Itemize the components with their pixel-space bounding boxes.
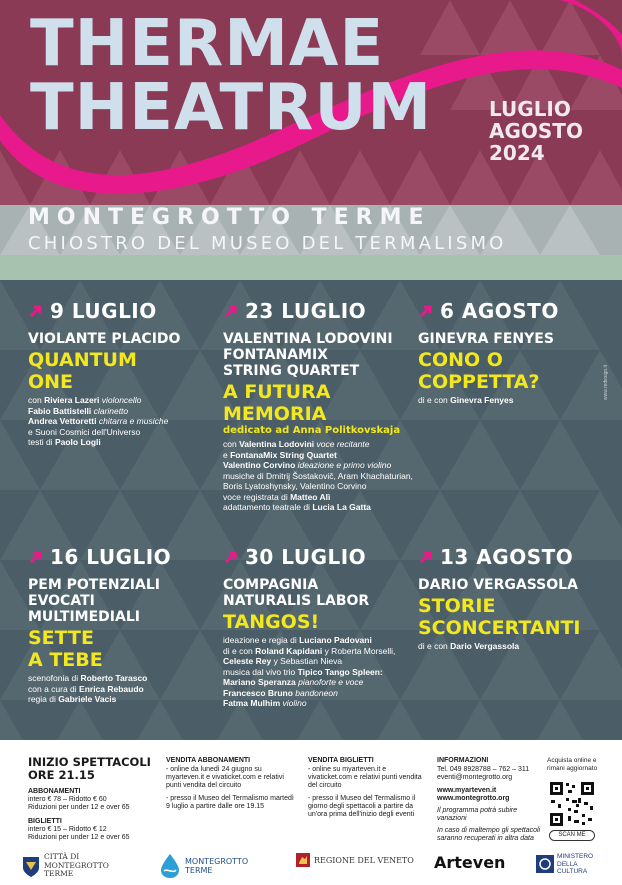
- credit-italic: chitarra e musiche: [96, 416, 169, 426]
- info-email[interactable]: eventi@montegrotto.org: [437, 774, 513, 781]
- arrow-up-right-icon: [418, 303, 434, 319]
- event-date: 23 LUGLIO: [223, 299, 413, 323]
- credit-bold: Riviera Lazeri: [44, 395, 100, 405]
- credit-bold: Gabriele Vacis: [58, 694, 117, 704]
- event-credits: [28, 395, 208, 448]
- credit-line: [223, 677, 413, 688]
- credit-pre: testi di: [28, 437, 55, 447]
- credit-bold: Fatma Mulhim: [223, 698, 281, 708]
- event-card: [418, 299, 608, 406]
- credit-line: [223, 698, 413, 709]
- event-show-title: TANGOS!: [223, 611, 320, 633]
- arrow-up-right-icon: [223, 303, 239, 319]
- title-line-1: THERMAE: [30, 7, 385, 81]
- event-card: [28, 545, 208, 705]
- event-show-title: QUANTUM ONE: [28, 349, 137, 393]
- event-artist: DARIO VERGASSOLA: [418, 577, 578, 593]
- start-time: ORE 21.15: [28, 768, 95, 782]
- credit-bold: Francesco Bruno: [223, 687, 293, 698]
- credit-bold: Mariano Speranza: [223, 677, 296, 687]
- period-month-2: AGOSTO: [489, 119, 583, 143]
- credit-pre: scenofonia di: [28, 673, 81, 683]
- credit-pre: Boris Lyatoshynsky, Valentino Corvino: [223, 481, 367, 491]
- credit-italic: clarinetto: [91, 405, 129, 416]
- festival-period: [489, 98, 583, 164]
- designer-credit: www.redesign.it: [603, 364, 609, 400]
- subscription-sales-venue: - presso il Museo del Termalismo martedì 9 luglio a partire dalle ore 19.15: [166, 795, 294, 810]
- credit-line: [28, 673, 208, 684]
- info-heading: INFORMAZIONI: [437, 757, 489, 764]
- credit-pre: musiche di Dmitrij Šostakovič, Aram Khachaturian,: [223, 470, 413, 481]
- period-month-1: LUGLIO: [489, 97, 571, 121]
- credit-bold: Paolo Logli: [54, 437, 101, 447]
- ticket-sales-online: - online su myarteven.it e vivaticket.com e relativi punti vendita del circuito: [308, 766, 422, 789]
- location-city: MONTEGROTTO TERME: [28, 205, 431, 230]
- tickets-heading: BIGLIETTI: [28, 818, 62, 825]
- credit-line: [223, 439, 413, 450]
- credit-pre: di e con: [418, 395, 451, 405]
- credit-pre: con: [28, 395, 45, 405]
- credit-italic: ideazione e primo violino: [295, 460, 392, 470]
- event-date: 6 AGOSTO: [418, 299, 608, 323]
- credit-bold: Dario Vergassola: [450, 641, 520, 651]
- info-program-note: Il programma potrà subire variazioni: [437, 807, 518, 822]
- footer-info: [437, 757, 541, 843]
- credit-bold: Enrica Rebaudo: [79, 683, 144, 694]
- info-link-montegrotto[interactable]: www.montegrotto.org: [437, 795, 510, 802]
- credit-italic: voce recitante: [314, 439, 370, 449]
- qr-code-icon[interactable]: [548, 780, 596, 828]
- credit-line: [28, 684, 208, 695]
- water-drop-icon: [158, 853, 182, 879]
- event-show-title: SETTE A TEBE: [28, 627, 103, 671]
- credit-line: [28, 406, 208, 417]
- start-label: INIZIO SPETTACOLI: [28, 755, 151, 769]
- arrow-up-right-icon: [28, 303, 44, 319]
- arrow-up-right-icon: [223, 549, 239, 565]
- credit-pre: di e con: [418, 641, 451, 651]
- credit-bold: Tipico Tango Spleen:: [297, 666, 383, 677]
- credit-line: [223, 656, 413, 667]
- credit-post: y Roberta Morselli,: [322, 645, 396, 656]
- credit-pre: musica dal vivo trio: [223, 666, 298, 677]
- event-show-title: CONO O COPPETTA?: [418, 349, 540, 393]
- credit-line: [28, 416, 208, 427]
- credit-line: [223, 481, 413, 492]
- credit-bold: Roland Kapidani: [255, 645, 323, 656]
- event-show-title: STORIE SCONCERTANTI: [418, 595, 581, 639]
- credit-line: [223, 450, 413, 461]
- event-date: 9 LUGLIO: [28, 299, 208, 323]
- event-credits: [223, 635, 413, 709]
- event-subtitle: dedicato ad Anna Politkovskaja: [223, 425, 401, 436]
- credit-italic: violino: [280, 698, 307, 708]
- subscription-sales-online: - online da lunedì 24 giugno su myarteven.it e vivaticket.com e relativi punti vendita del circuito: [166, 766, 284, 789]
- credit-line: [223, 688, 413, 699]
- event-date: 30 LUGLIO: [223, 545, 413, 569]
- period-year: 2024: [489, 141, 545, 165]
- credit-line: [28, 427, 208, 438]
- credit-pre: e: [223, 449, 231, 460]
- info-weather-note: In caso di maltempo gli spettacoli saranno recuperati in altra data: [437, 827, 541, 842]
- info-phone: Tel. 049 8928788 – 762 – 311: [437, 766, 530, 773]
- credit-line: [223, 646, 413, 657]
- event-artist: PEM POTENZIALI EVOCATI MULTIMEDIALI: [28, 577, 160, 625]
- logo-comune: CITTÀ DI MONTEGROTTO TERME: [22, 853, 124, 879]
- event-card: [223, 299, 413, 513]
- tickets-price: intero € 15 – Ridotto € 12: [28, 826, 107, 833]
- credit-italic: violoncello: [99, 395, 142, 405]
- buy-online-text: Acquista online e rimani aggiornato: [547, 757, 598, 772]
- credit-pre: di e con: [223, 645, 256, 656]
- ticket-sales-heading: VENDITA BIGLIETTI: [308, 757, 374, 764]
- scan-me-badge[interactable]: SCAN ME: [549, 830, 595, 841]
- location-venue: CHIOSTRO DEL MUSEO DEL TERMALISMO: [28, 233, 507, 254]
- credit-pre: ideazione e regia di: [223, 635, 300, 645]
- subscriptions-price: intero € 78 – Ridotto € 60: [28, 796, 107, 803]
- credit-line: [223, 667, 413, 678]
- credit-line: [28, 694, 208, 705]
- title-line-2: THEATRUM: [30, 71, 433, 145]
- credit-line: [418, 641, 608, 652]
- tickets-discount: Riduzioni per under 12 e over 65: [28, 834, 130, 841]
- subscriptions-heading: ABBONAMENTI: [28, 788, 81, 795]
- logo-ministero: MINISTERO DELLA CULTURA: [536, 853, 603, 876]
- arrow-up-right-icon: [418, 549, 434, 565]
- credit-italic: pianoforte e voce: [295, 677, 364, 687]
- footer-tickets: [28, 756, 158, 842]
- credit-pre: adattamento teatrale di: [223, 502, 313, 512]
- footer-subscription-sales: [166, 757, 296, 816]
- credit-bold: Andrea Vettoretti: [28, 416, 97, 426]
- credit-italic: bandoneon: [292, 687, 338, 698]
- credit-bold: Roberto Tarasco: [80, 673, 148, 683]
- credit-line: [223, 502, 413, 513]
- credit-line: [223, 471, 413, 482]
- event-artist: COMPAGNIA NATURALIS LABOR: [223, 577, 370, 609]
- credit-line: [223, 492, 413, 503]
- green-strip: [0, 255, 622, 280]
- credit-bold: Valentino Corvino: [223, 460, 296, 470]
- event-credits: [28, 673, 208, 705]
- event-artist: VALENTINA LODOVINI FONTANAMIX STRING QUARTET: [223, 331, 393, 379]
- credit-line: [28, 437, 208, 448]
- credit-post: y Sebastian Nieva: [271, 656, 343, 666]
- credit-bold: Luciano Padovani: [299, 635, 372, 645]
- arrow-up-right-icon: [28, 549, 44, 565]
- credit-line: [28, 395, 208, 406]
- event-date: 13 AGOSTO: [418, 545, 608, 569]
- credit-line: [223, 460, 413, 471]
- credit-pre: e Suoni Cosmici dell'Universo: [28, 426, 141, 437]
- credit-pre: con: [223, 439, 240, 449]
- credit-bold: Fabio Battistelli: [28, 405, 92, 416]
- ticket-sales-venue: - presso il Museo del Termalismo il giorno degli spettacoli a partire da un'ora prima dell'inizio degli eventi: [308, 795, 416, 818]
- event-credits: [418, 641, 608, 652]
- credit-bold: Celeste Rey: [223, 656, 272, 666]
- event-card: [28, 299, 208, 448]
- subscription-sales-heading: VENDITA ABBONAMENTI: [166, 757, 251, 764]
- city-crest-icon: [22, 854, 40, 878]
- logo-regione: REGIONE DEL VENETO: [296, 853, 414, 867]
- credit-bold: Ginevra Fenyes: [450, 395, 514, 405]
- subscriptions-discount: Riduzioni per under 12 e over 65: [28, 804, 130, 811]
- credit-pre: regia di: [28, 694, 59, 704]
- logo-arteven: Arteven: [434, 853, 506, 872]
- event-artist: VIOLANTE PLACIDO: [28, 331, 181, 347]
- credit-line: [223, 635, 413, 646]
- ministry-emblem-icon: [536, 855, 554, 873]
- event-credits: [418, 395, 608, 406]
- credit-bold: Valentina Lodovini: [239, 439, 315, 449]
- event-card: [418, 545, 608, 652]
- header-band: [0, 0, 622, 205]
- event-date: 16 LUGLIO: [28, 545, 208, 569]
- event-card: [223, 545, 413, 709]
- event-show-title: A FUTURA MEMORIA: [223, 381, 331, 425]
- logo-montegrotto: MONTEGROTTO TERME: [158, 853, 247, 879]
- info-link-arteven[interactable]: www.myarteven.it: [437, 787, 497, 794]
- credit-bold: Lucia La Gatta: [312, 502, 371, 512]
- credit-bold: Matteo Alì: [290, 491, 331, 502]
- event-credits: [223, 439, 413, 513]
- credit-bold: FontanaMix String Quartet: [230, 449, 337, 460]
- credit-pre: con a cura di: [28, 683, 80, 694]
- event-artist: GINEVRA FENYES: [418, 331, 554, 347]
- credit-pre: voce registrata di: [223, 491, 291, 502]
- lion-icon: [296, 853, 310, 867]
- footer-ticket-sales: [308, 757, 432, 824]
- credit-line: [418, 395, 608, 406]
